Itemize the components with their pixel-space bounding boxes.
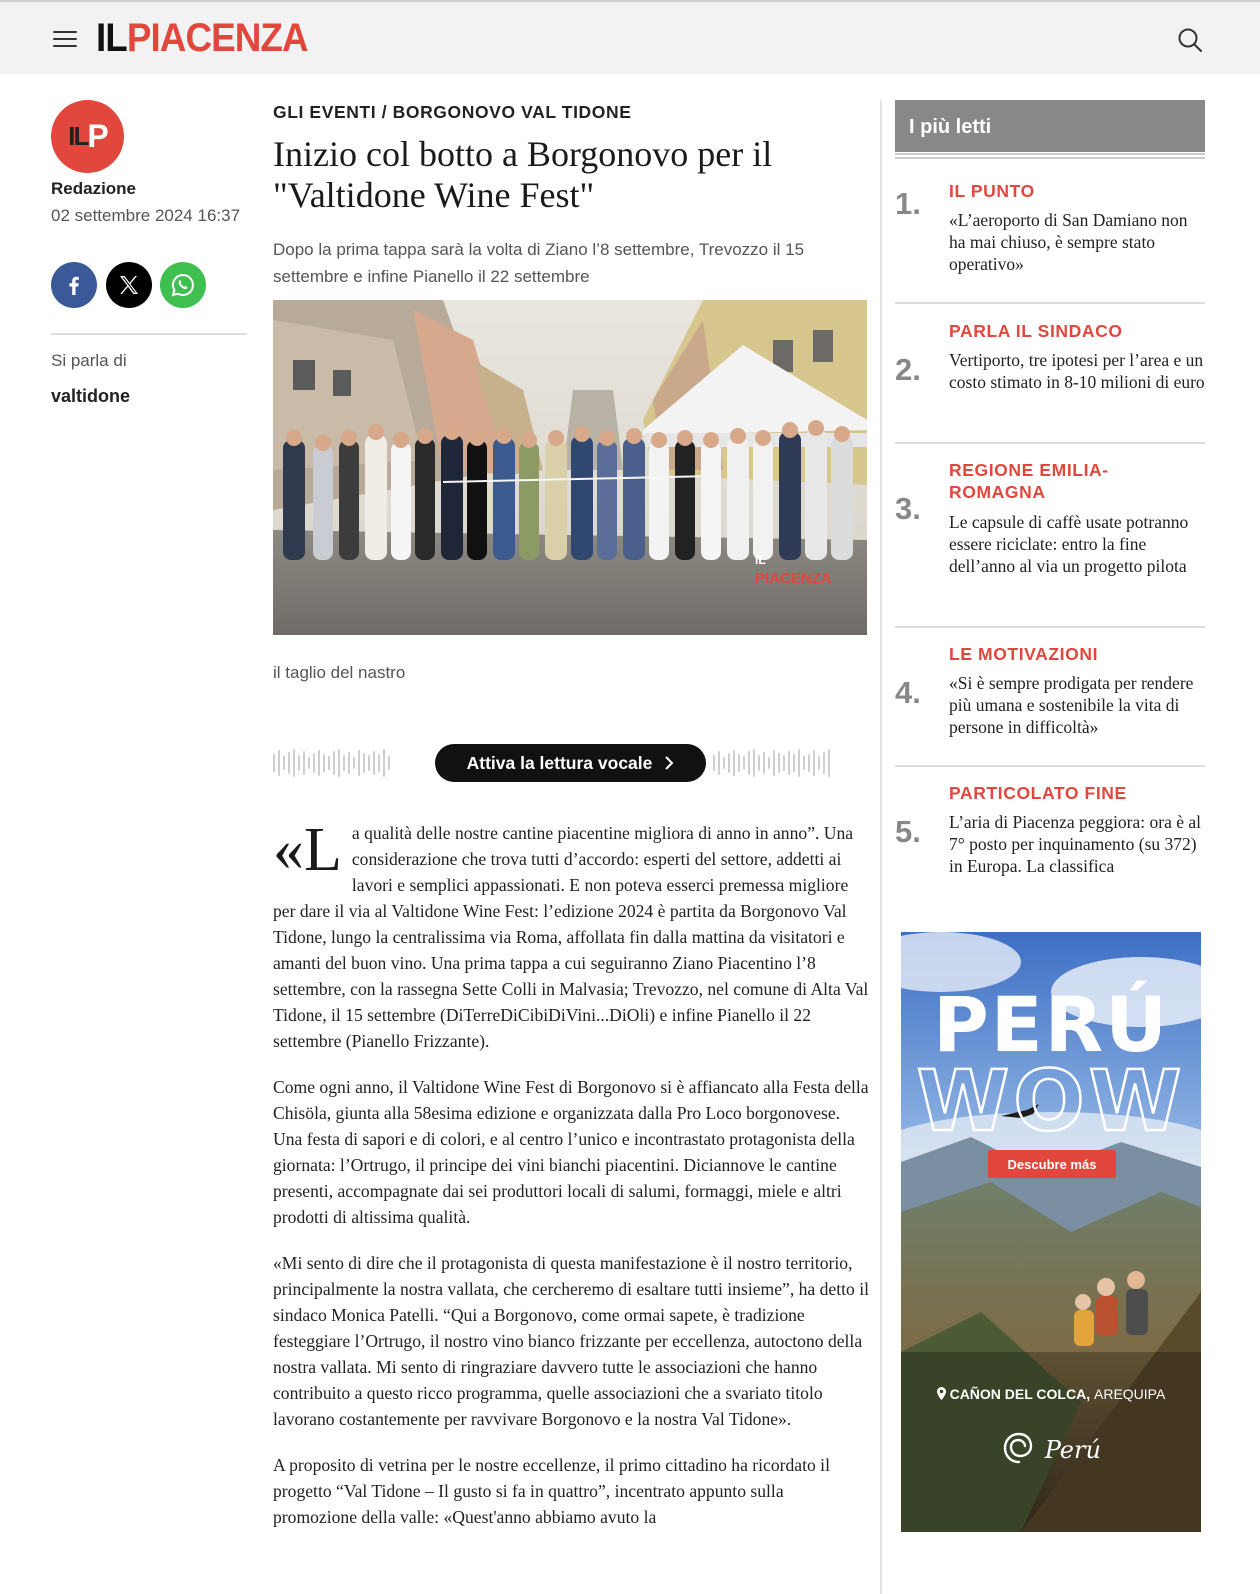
facebook-icon bbox=[63, 274, 85, 296]
waveform-bar bbox=[773, 750, 775, 776]
article-kicker[interactable]: GLI EVENTI / BORGONOVO VAL TIDONE bbox=[273, 102, 632, 122]
drop-cap: «L bbox=[273, 816, 342, 884]
most-read-rank: 2. bbox=[895, 352, 921, 387]
chevron-right-icon bbox=[664, 755, 674, 771]
waveform-bar bbox=[763, 752, 765, 774]
x-icon bbox=[117, 273, 141, 297]
waveform-bar bbox=[308, 757, 310, 769]
article-title: Inizio col botto a Borgonovo per il "Valtidone Wine Fest" bbox=[273, 134, 773, 215]
waveform-bar bbox=[783, 755, 785, 771]
most-read-category: PARTICOLATO FINE bbox=[949, 783, 1127, 803]
article-paragraph: A proposito di vetrina per le nostre eccellenze, il primo cittadino ha ricordato il progetto “Val Tidone – Il gusto si fa in quattro”, incentrato appunto sulla promozione della valle: «Quest'anno abbiamo avuto la bbox=[273, 1455, 830, 1527]
waveform-bar bbox=[288, 752, 290, 774]
waveform-bar bbox=[748, 751, 750, 775]
ad-headline: PERÚ bbox=[933, 980, 1169, 1069]
waveform-bar bbox=[828, 749, 830, 777]
advertisement-banner[interactable] bbox=[901, 932, 1201, 1532]
waveform-bar bbox=[303, 751, 305, 775]
author-avatar[interactable]: IL P bbox=[51, 100, 124, 173]
waveform-bar bbox=[348, 752, 350, 774]
waveform-bar bbox=[278, 750, 280, 776]
waveform-bar bbox=[333, 751, 335, 775]
most-read-rank: 3. bbox=[895, 491, 921, 526]
top-navigation-bar bbox=[0, 0, 1260, 74]
waveform-bar bbox=[363, 753, 365, 773]
most-read-headline: Vertiporto, tre ipotesi per l’area e un costo stimato in 8-10 milioni di euro bbox=[949, 350, 1205, 392]
audio-read-label: Attiva la lettura vocale bbox=[466, 752, 653, 773]
most-read-divider bbox=[895, 442, 1205, 444]
waveform-bar bbox=[323, 754, 325, 772]
publication-date: 02 settembre 2024 16:37 bbox=[51, 206, 241, 225]
waveform-bar bbox=[738, 754, 740, 772]
site-logo[interactable]: IL PIACENZA bbox=[96, 16, 308, 60]
waveform-bar bbox=[758, 755, 760, 771]
waveform-bar bbox=[318, 750, 320, 776]
waveform-bar bbox=[298, 755, 300, 771]
ad-headline-outline: WOW bbox=[916, 1052, 1186, 1150]
article-paragraph: «La qualità delle nostre cantine piacentine migliora di anno in anno”. Una considerazione che trova tutti d’accordo: esperti del settore, addetti ai lavori e semplici appassionati. E non poteva esserci premessa migliore per dare il via al Valtidone Wine Fest: l’edizione 2024 è partita da Borgonovo Val Tidone, lungo la centralissima via Roma, affollata fin dalla mattina da visitatori e amanti del buon vino. Una prima tappa a cui seguiranno Ziano Piacentino l’8 settembre, con la rassegna Sette Colli in Malvasia; Trevozzo, nel comune di Alta Val Tidone, il 15 settembre (DiTerreDiCibiDiVini...DiOli) e infine Pianello il 22 settembre (Pianello Frizzante). bbox=[273, 816, 869, 1051]
waveform-bar bbox=[818, 756, 820, 770]
waveform-bar bbox=[358, 750, 360, 776]
waveform-bar bbox=[823, 752, 825, 774]
most-read-headline: L’aria di Piacenza peggiora: ora è al 7° posto per inquinamento (su 372) in Europa. La classifica bbox=[949, 812, 1202, 876]
most-read-category: REGIONE EMILIA-ROMAGNA bbox=[949, 460, 1109, 502]
waveform-bar bbox=[733, 750, 735, 776]
waveform-bar bbox=[798, 749, 800, 777]
most-read-headline: «L’aeroporto di San Damiano non ha mai chiuso, è sempre stato operativo» bbox=[949, 210, 1188, 274]
most-read-headline: «Si è sempre prodigata per rendere più umana e sostenibile la vita di persone in difficoltà» bbox=[949, 673, 1194, 737]
waveform-bar bbox=[328, 756, 330, 770]
waveform-bar bbox=[718, 751, 720, 775]
most-read-rank: 5. bbox=[895, 814, 921, 849]
most-read-category: LE MOTIVAZIONI bbox=[949, 644, 1099, 664]
search-icon[interactable] bbox=[1177, 27, 1203, 53]
most-read-divider bbox=[895, 302, 1205, 304]
ad-cta-button[interactable]: Descubre más bbox=[988, 1150, 1116, 1178]
waveform-bar bbox=[378, 754, 380, 772]
waveform-bar bbox=[743, 756, 745, 770]
location-pin-icon bbox=[937, 1387, 946, 1400]
whatsapp-icon bbox=[169, 271, 197, 299]
waveform-bar bbox=[723, 757, 725, 769]
most-read-divider bbox=[895, 765, 1205, 767]
waveform-bar bbox=[343, 755, 345, 771]
ad-location: CAÑON DEL COLCA, AREQUIPA bbox=[901, 1386, 1201, 1402]
most-read-category: IL PUNTO bbox=[949, 181, 1035, 201]
most-read-divider bbox=[895, 626, 1205, 628]
waveform-bar bbox=[808, 754, 810, 772]
peru-spiral-icon bbox=[1001, 1430, 1037, 1466]
ad-brand-logo: Perú bbox=[901, 1430, 1201, 1466]
article-body bbox=[273, 816, 869, 1550]
image-watermark-name: PIACENZA bbox=[755, 570, 832, 587]
waveform-bar bbox=[753, 749, 755, 777]
most-read-rank: 4. bbox=[895, 675, 921, 710]
facebook-share-button[interactable] bbox=[51, 262, 97, 308]
article-subtitle: Dopo la prima tappa sarà la volta di Ziano l’8 settembre, Trevozzo il 15 settembre e infine Pianello il 22 settembre bbox=[273, 240, 805, 286]
tag-valtidone[interactable]: valtidone bbox=[51, 386, 131, 406]
x-share-button[interactable] bbox=[106, 262, 152, 308]
waveform-bar bbox=[388, 756, 390, 770]
waveform-bar bbox=[353, 757, 355, 769]
audio-waveform-left bbox=[273, 748, 390, 778]
most-read-underline bbox=[895, 153, 1205, 159]
image-caption: il taglio del nastro bbox=[273, 663, 406, 682]
article-hero-image[interactable] bbox=[273, 300, 867, 635]
article-paragraph: Come ogni anno, il Valtidone Wine Fest di Borgonovo si è affiancato alla Festa della Chisöla, giunta alla 58esima edizione e organizzata dalla Pro Loco borgonovese. Una festa di sapori e di colori, e al centro l’unico e incontrastato protagonista della giornata: l’Ortrugo, il principe dei vini bianchi piacentini. Diciannove le cantine presenti, accompagnate dai sei produttori locali di salumi, formaggi, miele e altri prodotti di altissima qualità. bbox=[273, 1077, 869, 1227]
waveform-bar bbox=[293, 749, 295, 777]
sidebar-divider bbox=[880, 100, 882, 1594]
waveform-bar bbox=[803, 756, 805, 770]
waveform-bar bbox=[768, 757, 770, 769]
waveform-bar bbox=[338, 749, 340, 777]
waveform-bar bbox=[283, 756, 285, 770]
most-read-title: I più letti bbox=[895, 100, 1205, 152]
most-read-headline: Le capsule di caffè usate potranno essere riciclate: entro la fine dell’anno al via un progetto pilota bbox=[949, 512, 1189, 576]
waveform-bar bbox=[373, 751, 375, 775]
waveform-bar bbox=[313, 753, 315, 773]
left-column-divider bbox=[51, 333, 247, 335]
waveform-bar bbox=[778, 753, 780, 773]
most-read-category: PARLA IL SINDACO bbox=[949, 321, 1123, 341]
waveform-bar bbox=[728, 753, 730, 773]
author-name[interactable]: Redazione bbox=[51, 179, 137, 198]
hamburger-menu-icon[interactable] bbox=[53, 29, 77, 49]
waveform-bar bbox=[383, 749, 385, 777]
most-read-rank: 1. bbox=[895, 186, 921, 221]
waveform-bar bbox=[788, 751, 790, 775]
waveform-bar bbox=[713, 755, 715, 771]
audio-waveform-right bbox=[713, 748, 830, 778]
article-paragraph: «Mi sento di dire che il protagonista di questa manifestazione è il nostro territorio, principalmente la nostra vallata, che cercheremo di esaltare tutti insieme”, ha detto il sindaco Monica Patelli. “Qui a Borgonovo, come ormai sapete, è tradizione festeggiare l’Ortrugo, il nostro vino bianco frizzante per eccellenza, autoctono della nostra vallata. Mi sento di ringraziare davvero tutte le associazioni che hanno contribuito a questo ricco programma, quelle associazioni che a svariato titolo lavorano costantemente per ravvivare Borgonovo e la nostra Val Tidone». bbox=[273, 1253, 869, 1429]
tags-label: Si parla di bbox=[51, 351, 127, 370]
waveform-bar bbox=[813, 750, 815, 776]
waveform-bar bbox=[793, 754, 795, 772]
audio-read-button[interactable] bbox=[435, 744, 706, 782]
waveform-bar bbox=[273, 754, 275, 772]
image-watermark-prefix: IL bbox=[755, 553, 766, 567]
waveform-bar bbox=[368, 755, 370, 771]
audio-player bbox=[273, 742, 867, 784]
whatsapp-share-button[interactable] bbox=[160, 262, 206, 308]
